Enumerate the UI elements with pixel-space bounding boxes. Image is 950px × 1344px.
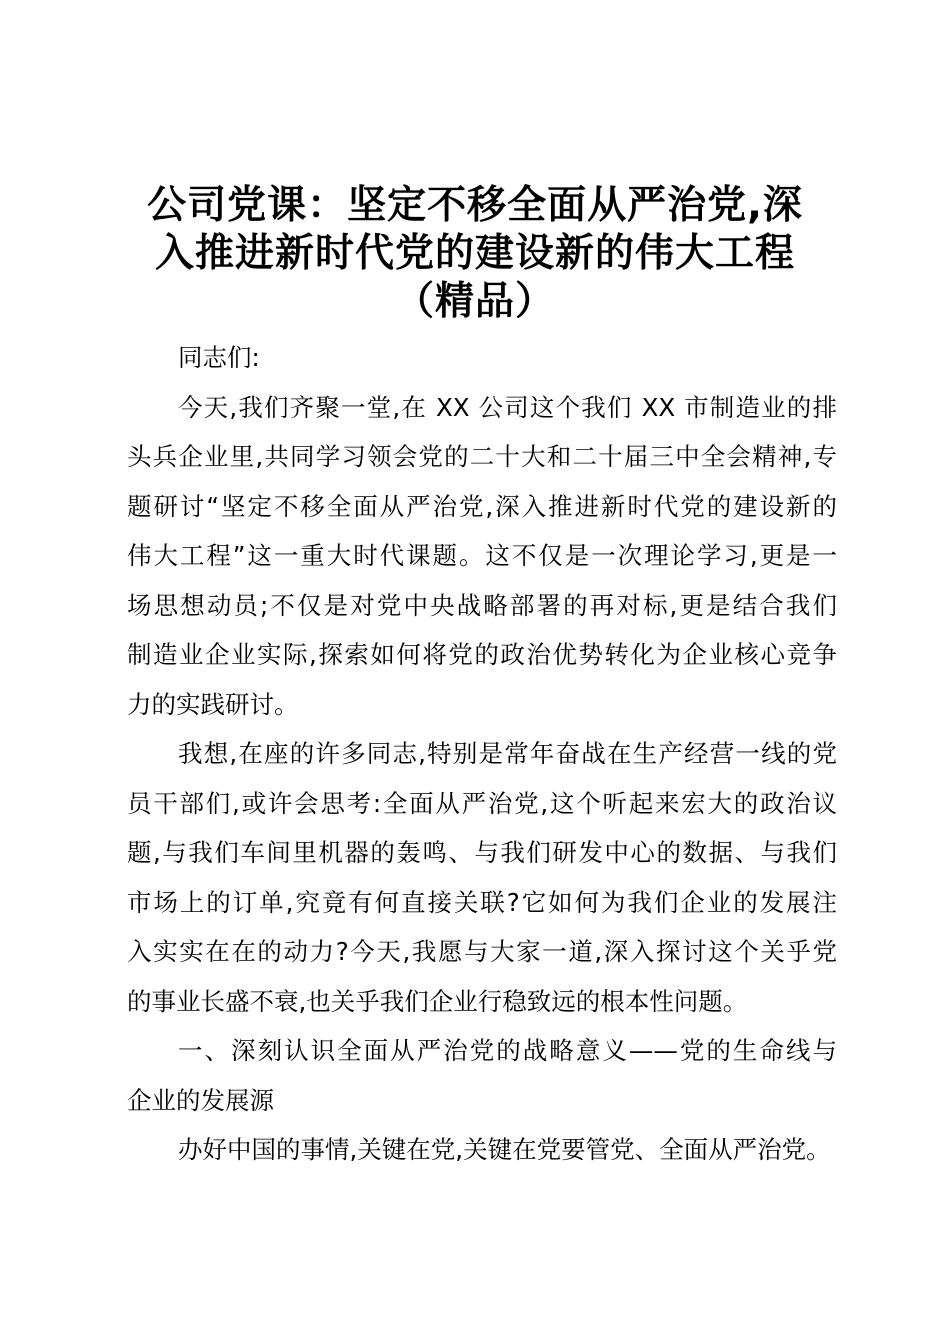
title-line: 入推进新时代党的建设新的伟大工程	[154, 231, 795, 276]
paragraph-line: 伟大工程”这一重大时代课题。这不仅是一次理论学习,更是一	[127, 541, 837, 570]
paragraph-line: 题,与我们车间里机器的轰鸣、与我们研发中心的数据、与我们	[127, 838, 837, 867]
paragraph-line: 同志们:	[178, 343, 260, 372]
paragraph-line: 入实实在在的动力?今天,我愿与大家一道,深入探讨这个关乎党	[127, 937, 837, 966]
paragraph	[127, 333, 837, 383]
paragraph-line: 企业的发展源	[127, 1085, 274, 1115]
paragraph-line: 制造业企业实际,探索如何将党的政治优势转化为企业核心竞争	[127, 640, 837, 669]
title-line: 公司党课：坚定不移全面从严治党,深	[147, 183, 803, 228]
document-body	[127, 333, 837, 1175]
paragraph	[127, 1125, 837, 1175]
title-line: （精品）	[394, 279, 555, 324]
paragraph-line: 我想,在座的许多同志,特别是常年奋战在生产经营一线的党	[178, 739, 837, 768]
paragraph-line: 一、深刻认识全面从严治党的战略意义——党的生命线与	[178, 1036, 837, 1065]
paragraph-line: 头兵企业里,共同学习领会党的二十大和二十届三中全会精神,专	[127, 442, 837, 471]
paragraph-line: 员干部们,或许会思考:全面从严治党,这个听起来宏大的政治议	[127, 788, 837, 818]
paragraph	[127, 729, 837, 1026]
paragraph	[127, 383, 837, 730]
paragraph-line: 题研讨“坚定不移全面从严治党,深入推进新时代党的建设新的	[127, 491, 837, 521]
document-title	[100, 182, 850, 326]
paragraph-line: 办好中国的事情,关键在党,关键在党要管党、全面从严治党。	[178, 1135, 831, 1164]
paragraph-line: 的事业长盛不衰,也关乎我们企业行稳致远的根本性问题。	[127, 986, 748, 1016]
paragraph-line: 场思想动员;不仅是对党中央战略部署的再对标,更是结合我们	[127, 590, 837, 620]
paragraph-line: 市场上的订单,究竟有何直接关联?它如何为我们企业的发展注	[127, 887, 837, 917]
paragraph-line: 力的实践研讨。	[127, 689, 299, 719]
paragraph-line: 今天,我们齐聚一堂,在 XX 公司这个我们 XX 市制造业的排	[178, 392, 837, 422]
paragraph	[127, 1026, 837, 1125]
